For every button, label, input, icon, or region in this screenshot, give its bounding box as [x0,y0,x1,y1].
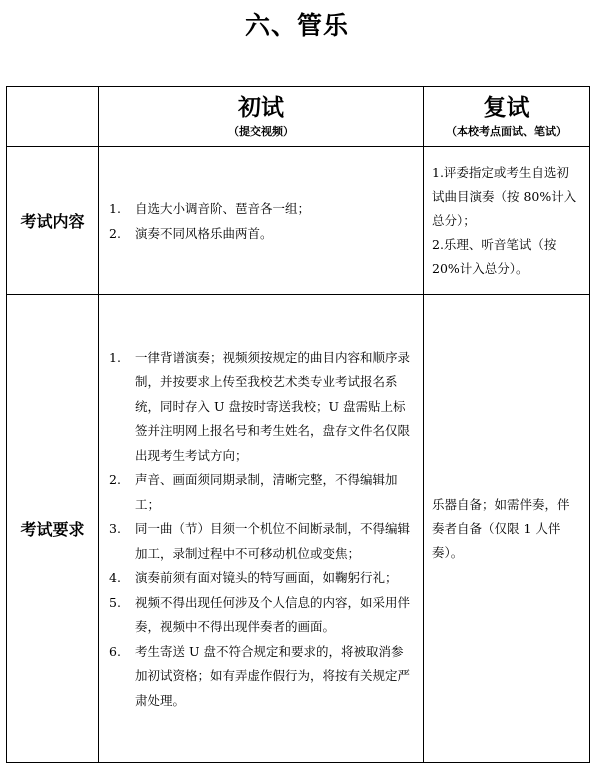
list-item [109,222,413,247]
content-initial-cell [99,147,424,295]
row-label-content: 考试内容 [7,147,99,295]
exam-table [6,86,590,763]
requirements-initial-list [99,340,423,718]
list-item [109,566,413,591]
header-initial [99,87,424,147]
requirements-row [7,295,590,763]
page-title: 六、管乐 [244,11,349,40]
header-retest-subtitle: （本校考点面试、笔试） [446,124,567,138]
requirements-initial-cell [99,295,424,763]
list-item [109,197,413,222]
list-item [109,640,413,714]
list-item-text: 一律背谱演奏；视频须按规定的曲目内容和顺序录制，并按要求上传至我校艺术类专业考试报名系统，同时存入 U 盘按时寄送我校；U 盘需贴上标签并注明网上报名号和考生姓名，盘存文件名仅限出现考生考试方向； [135,349,411,463]
paragraph: 2.乐理、听音笔试（按 20%计入总分）。 [432,236,557,276]
list-item-text: 视频不得出现任何涉及个人信息的内容，如采用伴奏，视频中不得出现伴奏者的画面。 [135,594,411,635]
content-retest-cell [424,147,590,295]
list-item [109,517,413,566]
list-item-text: 声音、画面须同期录制，清晰完整，不得编辑加工； [135,472,398,512]
content-row [7,147,590,295]
header-initial-subtitle: （提交视频） [228,124,294,138]
list-item-number: 3. [109,521,121,537]
header-retest [424,87,590,147]
list-item-text: 自选大小调音阶、琶音各一组； [135,201,311,216]
list-item-number: 6. [109,643,121,659]
requirements-retest-text [424,489,589,569]
list-item-text: 演奏不同风格乐曲两首。 [135,225,273,241]
header-initial-title: 初试 [238,94,284,121]
list-item-text: 演奏前须有面对镜头的特写画面，如鞠躬行礼； [135,570,398,586]
list-item-number: 5. [109,594,121,610]
row-label-requirements: 考试要求 [7,295,99,763]
list-item-number: 2. [109,472,121,488]
list-item-number: 2. [109,225,121,241]
paragraph: 1.评委指定或考生自选初试曲目演奏（按 80%计入总分）； [432,164,577,228]
corner-cell [7,87,99,147]
list-item-number: 4. [109,570,121,586]
list-item [109,591,413,640]
list-item [109,346,413,469]
header-row [7,87,590,147]
list-item-text: 同一曲（节）目须一个机位不间断录制，不得编辑加工，录制过程中不可移动机位或变焦； [135,521,411,561]
content-initial-list [99,191,423,250]
requirements-retest-cell [424,295,590,763]
content-retest-text [424,157,589,285]
header-retest-title: 复试 [483,94,530,121]
list-item [109,468,413,517]
paragraph: 乐器自备；如需伴奏，伴奏者自备（仅限 1 人伴奏）。 [432,496,570,560]
list-item-number: 1. [109,349,121,365]
list-item-number: 1. [109,201,121,216]
list-item-text: 考生寄送 U 盘不符合规定和要求的，将被取消参加初试资格；如有弄虚作假行为，将按有关规定严肃处理。 [135,643,411,708]
